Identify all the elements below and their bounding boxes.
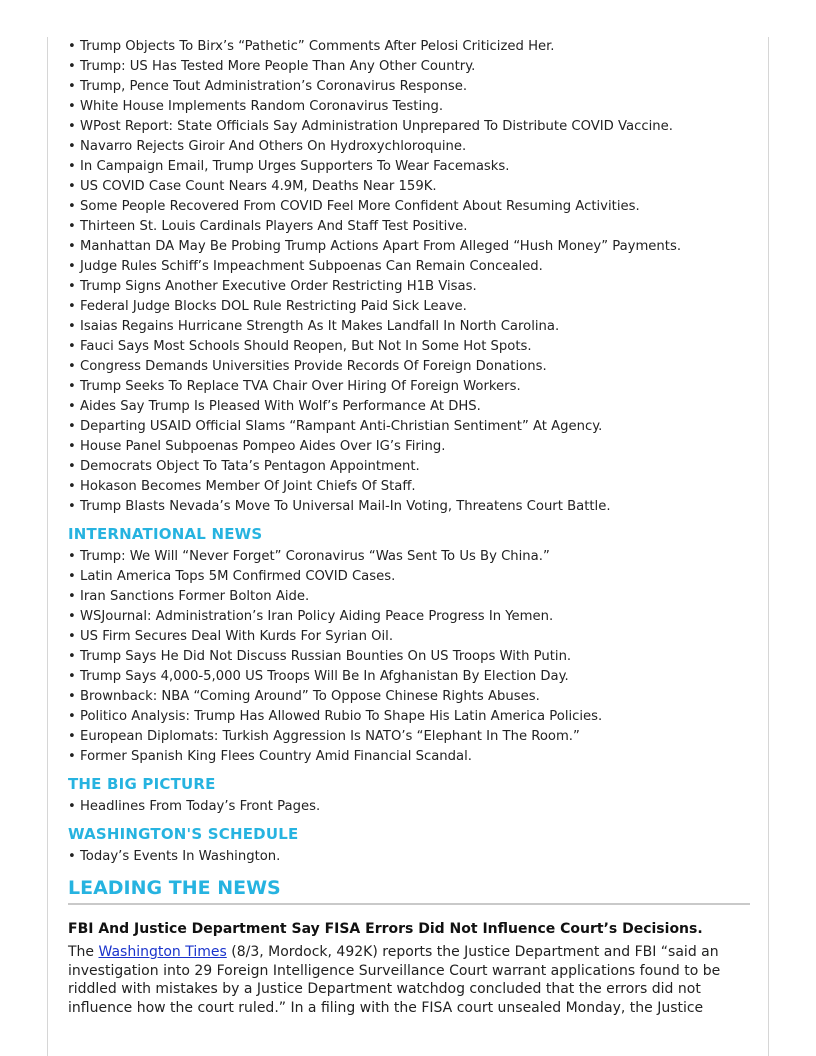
- headline-item: [68, 567, 750, 587]
- bullet-icon: •: [68, 259, 76, 274]
- headline-item: [68, 97, 750, 117]
- headline-text: Latin America Tops 5M Confirmed COVID Cases.: [80, 569, 396, 584]
- headline-item: [68, 607, 750, 627]
- washington-schedule-list: [68, 847, 750, 867]
- bullet-icon: •: [68, 79, 76, 94]
- international-news-heading: INTERNATIONAL NEWS: [68, 525, 263, 543]
- headline-text: US Firm Secures Deal With Kurds For Syrian Oil.: [80, 629, 394, 644]
- headline-text: Brownback: NBA “Coming Around” To Oppose Chinese Rights Abuses.: [80, 689, 540, 704]
- washington-times-link[interactable]: Washington Times: [98, 944, 227, 960]
- leading-the-news-heading: LEADING THE NEWS: [68, 875, 750, 905]
- bullet-icon: •: [68, 799, 76, 814]
- headline-text: Politico Analysis: Trump Has Allowed Rubio To Shape His Latin America Policies.: [80, 709, 603, 724]
- headline-item: [68, 257, 750, 277]
- bullet-icon: •: [68, 709, 76, 724]
- bullet-icon: •: [68, 159, 76, 174]
- international-headline-list: [68, 547, 750, 767]
- headline-text: Headlines From Today’s Front Pages.: [80, 799, 321, 814]
- headline-item: [68, 457, 750, 477]
- headline-text: Aides Say Trump Is Pleased With Wolf’s Performance At DHS.: [80, 399, 481, 414]
- bullet-icon: •: [68, 119, 76, 134]
- headline-text: House Panel Subpoenas Pompeo Aides Over IG’s Firing.: [80, 439, 446, 454]
- headline-text: Judge Rules Schiff’s Impeachment Subpoenas Can Remain Concealed.: [80, 259, 543, 274]
- headline-text: Thirteen St. Louis Cardinals Players And Staff Test Positive.: [80, 219, 468, 234]
- bullet-icon: •: [68, 219, 76, 234]
- bullet-icon: •: [68, 569, 76, 584]
- headline-text: Iran Sanctions Former Bolton Aide.: [80, 589, 310, 604]
- newsletter-content: [68, 37, 750, 1017]
- headline-item: [68, 117, 750, 137]
- bullet-icon: •: [68, 239, 76, 254]
- headline-item: [68, 847, 750, 867]
- headline-item: [68, 707, 750, 727]
- headline-text: Trump: US Has Tested More People Than Any Other Country.: [80, 59, 476, 74]
- headline-text: Democrats Object To Tata’s Pentagon Appointment.: [80, 459, 420, 474]
- headline-text: Fauci Says Most Schools Should Reopen, But Not In Some Hot Spots.: [80, 339, 532, 354]
- bullet-icon: •: [68, 199, 76, 214]
- headline-text: WSJournal: Administration’s Iran Policy Aiding Peace Progress In Yemen.: [80, 609, 554, 624]
- top-headline-list: [68, 37, 750, 517]
- bullet-icon: •: [68, 419, 76, 434]
- headline-text: US COVID Case Count Nears 4.9M, Deaths Near 159K.: [80, 179, 437, 194]
- bullet-icon: •: [68, 459, 76, 474]
- bullet-icon: •: [68, 279, 76, 294]
- headline-text: European Diplomats: Turkish Aggression Is NATO’s “Elephant In The Room.”: [80, 729, 580, 744]
- headline-text: Hokason Becomes Member Of Joint Chiefs Of Staff.: [80, 479, 416, 494]
- headline-text: Manhattan DA May Be Probing Trump Actions Apart From Alleged “Hush Money” Payments.: [80, 239, 682, 254]
- headline-text: Trump Signs Another Executive Order Restricting H1B Visas.: [80, 279, 477, 294]
- bullet-icon: •: [68, 729, 76, 744]
- headline-item: [68, 547, 750, 567]
- headline-item: [68, 197, 750, 217]
- headline-text: Congress Demands Universities Provide Records Of Foreign Donations.: [80, 359, 547, 374]
- headline-text: Trump Objects To Birx’s “Pathetic” Comments After Pelosi Criticized Her.: [80, 39, 555, 54]
- headline-item: [68, 397, 750, 417]
- headline-item: [68, 667, 750, 687]
- headline-text: Navarro Rejects Giroir And Others On Hydroxychloroquine.: [80, 139, 467, 154]
- headline-text: Trump, Pence Tout Administration’s Coronavirus Response.: [80, 79, 468, 94]
- headline-item: [68, 587, 750, 607]
- headline-item: [68, 647, 750, 667]
- headline-item: [68, 477, 750, 497]
- bullet-icon: •: [68, 59, 76, 74]
- headline-text: White House Implements Random Coronavirus Testing.: [80, 99, 444, 114]
- bullet-icon: •: [68, 359, 76, 374]
- headline-text: Federal Judge Blocks DOL Rule Restricting Paid Sick Leave.: [80, 299, 467, 314]
- headline-item: [68, 177, 750, 197]
- headline-item: [68, 437, 750, 457]
- bullet-icon: •: [68, 649, 76, 664]
- bullet-icon: •: [68, 179, 76, 194]
- headline-item: [68, 357, 750, 377]
- headline-item: [68, 137, 750, 157]
- right-margin-rule: [768, 37, 769, 1056]
- story-body-text: (8/3, Mordock, 492K) reports the Justice Department and FBI “said an investigation into 29 Foreign Intelligence Surveillance Court warrant applications found to be riddled with mistakes by a Justice Department watchdog concluded that the errors did not influence how the court ruled.” In a filing with the FISA court unsealed Monday, the Justice: [68, 944, 721, 1016]
- bullet-icon: •: [68, 689, 76, 704]
- bullet-icon: •: [68, 299, 76, 314]
- bullet-icon: •: [68, 339, 76, 354]
- headline-text: Departing USAID Official Slams “Rampant Anti-Christian Sentiment” At Agency.: [80, 419, 603, 434]
- bullet-icon: •: [68, 669, 76, 684]
- headline-text: Trump: We Will “Never Forget” Coronavirus “Was Sent To Us By China.”: [80, 549, 550, 564]
- headline-item: [68, 297, 750, 317]
- headline-text: Some People Recovered From COVID Feel More Confident About Resuming Activities.: [80, 199, 640, 214]
- bullet-icon: •: [68, 139, 76, 154]
- headline-item: [68, 687, 750, 707]
- headline-item: [68, 57, 750, 77]
- headline-text: Trump Seeks To Replace TVA Chair Over Hiring Of Foreign Workers.: [80, 379, 521, 394]
- bullet-icon: •: [68, 99, 76, 114]
- bullet-icon: •: [68, 379, 76, 394]
- bullet-icon: •: [68, 499, 76, 514]
- headline-item: [68, 277, 750, 297]
- headline-text: Isaias Regains Hurricane Strength As It Makes Landfall In North Carolina.: [80, 319, 560, 334]
- big-picture-headline-list: [68, 797, 750, 817]
- headline-text: Trump Says 4,000-5,000 US Troops Will Be In Afghanistan By Election Day.: [80, 669, 569, 684]
- bullet-icon: •: [68, 39, 76, 54]
- headline-text: Trump Blasts Nevada’s Move To Universal Mail-In Voting, Threatens Court Battle.: [80, 499, 611, 514]
- story-body-intro: The: [68, 944, 99, 960]
- headline-item: [68, 497, 750, 517]
- headline-text: Trump Says He Did Not Discuss Russian Bounties On US Troops With Putin.: [80, 649, 572, 664]
- story-headline: FBI And Justice Department Say FISA Errors Did Not Influence Court’s Decisions.: [68, 921, 703, 937]
- bullet-icon: •: [68, 749, 76, 764]
- washington-schedule-heading: WASHINGTON'S SCHEDULE: [68, 825, 299, 843]
- headline-item: [68, 747, 750, 767]
- headline-item: [68, 797, 750, 817]
- bullet-icon: •: [68, 549, 76, 564]
- bullet-icon: •: [68, 609, 76, 624]
- headline-item: [68, 157, 750, 177]
- headline-text: Former Spanish King Flees Country Amid Financial Scandal.: [80, 749, 472, 764]
- bullet-icon: •: [68, 439, 76, 454]
- bullet-icon: •: [68, 849, 76, 864]
- bullet-icon: •: [68, 629, 76, 644]
- headline-item: [68, 37, 750, 57]
- headline-item: [68, 337, 750, 357]
- headline-item: [68, 317, 750, 337]
- headline-item: [68, 237, 750, 257]
- headline-item: [68, 727, 750, 747]
- left-margin-rule: [47, 37, 48, 1056]
- bullet-icon: •: [68, 319, 76, 334]
- big-picture-heading: THE BIG PICTURE: [68, 775, 216, 793]
- headline-item: [68, 77, 750, 97]
- headline-text: In Campaign Email, Trump Urges Supporters To Wear Facemasks.: [80, 159, 510, 174]
- headline-text: WPost Report: State Officials Say Administration Unprepared To Distribute COVID Vaccine.: [80, 119, 673, 134]
- headline-item: [68, 217, 750, 237]
- bullet-icon: •: [68, 589, 76, 604]
- headline-item: [68, 417, 750, 437]
- story-body: [68, 943, 750, 1017]
- headline-item: [68, 377, 750, 397]
- bullet-icon: •: [68, 399, 76, 414]
- bullet-icon: •: [68, 479, 76, 494]
- headline-item: [68, 627, 750, 647]
- headline-text: Today’s Events In Washington.: [80, 849, 281, 864]
